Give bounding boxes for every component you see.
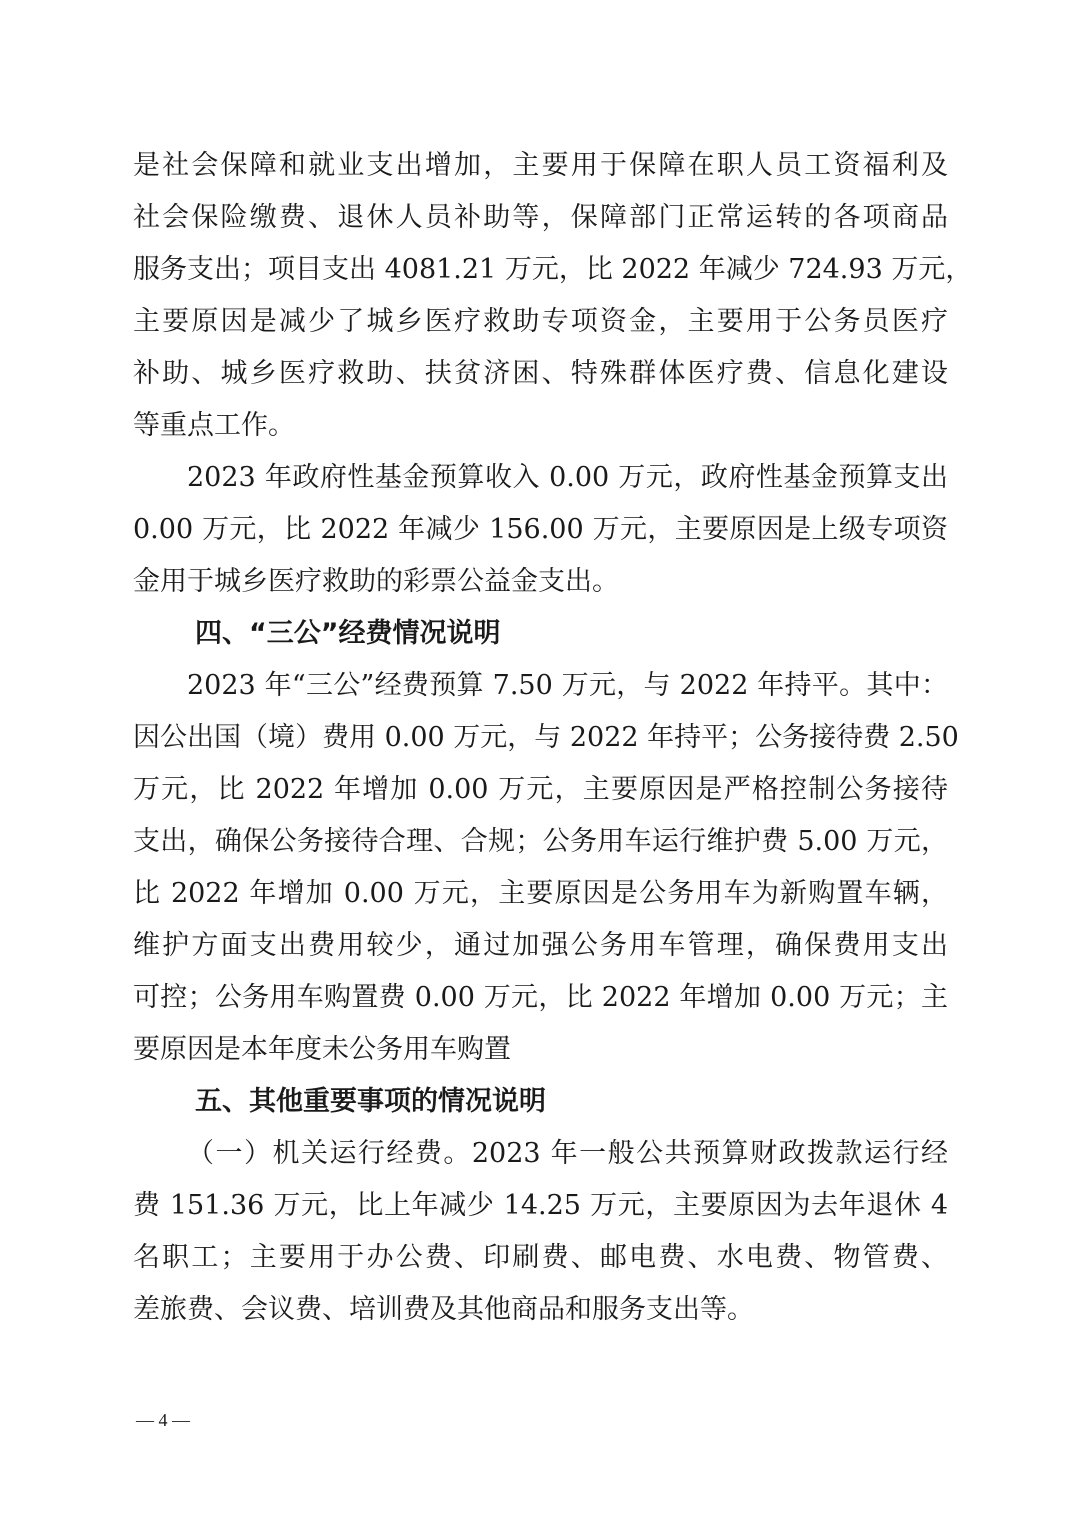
text-line: 可控；公务用车购置费 0.00 万元，比 2022 年增加 0.00 万元；主 bbox=[133, 982, 948, 1013]
section-heading-other-matters: 五、其他重要事项的情况说明 bbox=[195, 1086, 546, 1117]
document-body bbox=[133, 140, 973, 1336]
text-line: 比 2022 年增加 0.00 万元，主要原因是公务用车为新购置车辆， bbox=[133, 878, 948, 909]
text-line: 差旅费、会议费、培训费及其他商品和服务支出等。 bbox=[133, 1294, 754, 1325]
text-line: 维护方面支出费用较少，通过加强公务用车管理，确保费用支出 bbox=[133, 930, 948, 961]
text-line: 支出，确保公务接待合理、合规；公务用车运行维护费 5.00 万元， bbox=[133, 826, 948, 857]
paragraph-budget-expenditure bbox=[133, 140, 973, 452]
page-number: — 4 — bbox=[136, 1410, 190, 1430]
text-line: 等重点工作。 bbox=[133, 410, 295, 441]
text-line: 费 151.36 万元，比上年减少 14.25 万元，主要原因为去年退休 4 bbox=[133, 1190, 948, 1221]
paragraph-three-public-expenses bbox=[133, 660, 959, 1076]
text-line: 金用于城乡医疗救助的彩票公益金支出。 bbox=[133, 566, 619, 597]
text-line: 社会保险缴费、退休人员补助等，保障部门正常运转的各项商品 bbox=[133, 202, 948, 233]
text-line: 万元，比 2022 年增加 0.00 万元，主要原因是严格控制公务接待 bbox=[133, 774, 948, 805]
text-line: （一）机关运行经费。2023 年一般公共预算财政拨款运行经 bbox=[187, 1138, 948, 1169]
text-line: 服务支出；项目支出 4081.21 万元，比 2022 年减少 724.93 万元， bbox=[133, 254, 973, 285]
text-line: 0.00 万元，比 2022 年减少 156.00 万元，主要原因是上级专项资 bbox=[133, 514, 948, 545]
text-line: 主要原因是减少了城乡医疗救助专项资金，主要用于公务员医疗 bbox=[133, 306, 948, 337]
text-line: 补助、城乡医疗救助、扶贫济困、特殊群体医疗费、信息化建设 bbox=[133, 358, 948, 389]
text-line: 名职工；主要用于办公费、印刷费、邮电费、水电费、物管费、 bbox=[133, 1242, 948, 1273]
paragraph-operating-expenses bbox=[133, 1128, 948, 1336]
text-line: 是社会保障和就业支出增加，主要用于保障在职人员工资福利及 bbox=[133, 150, 948, 181]
text-line: 2023 年“三公”经费预算 7.50 万元，与 2022 年持平。其中： bbox=[187, 670, 948, 701]
section-heading-three-public: 四、“三公”经费情况说明 bbox=[195, 618, 501, 649]
text-line: 因公出国（境）费用 0.00 万元，与 2022 年持平；公务接待费 2.50 bbox=[133, 722, 959, 753]
text-line: 2023 年政府性基金预算收入 0.00 万元，政府性基金预算支出 bbox=[187, 462, 948, 493]
text-line: 要原因是本年度未公务用车购置 bbox=[133, 1034, 511, 1065]
paragraph-government-fund bbox=[133, 452, 948, 608]
